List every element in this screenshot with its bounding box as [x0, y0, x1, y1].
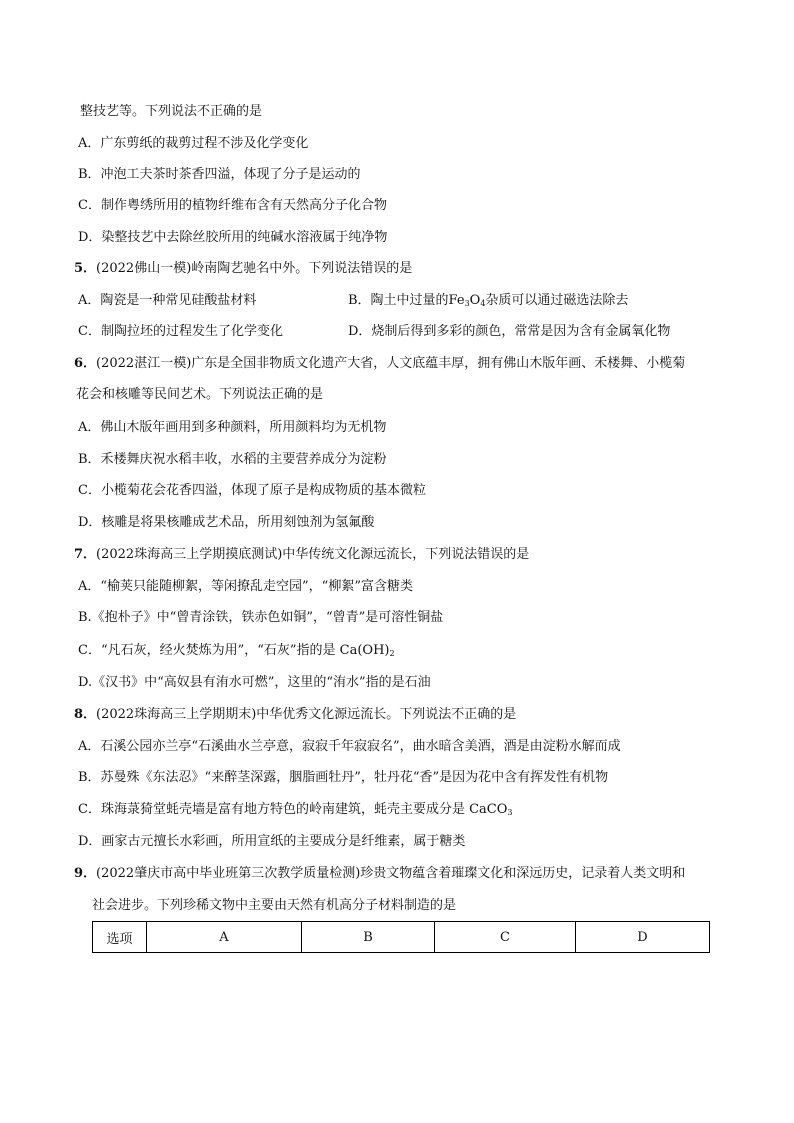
q7-option-c	[78, 641, 395, 664]
q9-stem	[74, 864, 685, 884]
q4-option-c: C．制作粤绣所用的植物纤维布含有天然高分子化合物	[78, 198, 387, 213]
q7-option-c-text: C．“凡石灰，经火焚炼为用”，“石灰”指的是 Ca(OH)	[78, 643, 390, 658]
q8-number: 8．	[74, 707, 97, 722]
q5-option-c: C．制陶拉坯的过程发生了化学变化	[78, 324, 283, 339]
q5-option-b-text: B．陶土中过量的Fe	[348, 293, 465, 308]
q6-option-a: A．佛山木版年画用到多种颜料，所用颜料均为无机物	[78, 420, 387, 435]
subscript: 4	[480, 299, 486, 308]
q8-option-d: D．画家古元擅长水彩画，所用宣纸的主要成分是纤维素，属于糖类	[78, 834, 466, 849]
q5-number: 5．	[74, 261, 97, 276]
q8-option-c-text: C．珠海菉猗堂蚝壳墙是富有地方特色的岭南建筑，蚝壳主要成分是 CaCO	[78, 802, 508, 817]
q4-option-d: D．染整技艺中去除丝胶所用的纯碱水溶液属于纯净物	[78, 230, 388, 245]
table-cell-a: A	[147, 922, 302, 953]
table-cell-b: B	[302, 922, 435, 953]
q5-option-a: A．陶瓷是一种常见硅酸盐材料	[78, 293, 257, 308]
q4-option-b: B．冲泡工夫茶时茶香四溢，体现了分子是运动的	[78, 167, 361, 182]
q5-option-b-tail: 杂质可以通过磁选法除去	[485, 293, 629, 308]
subscript: 3	[507, 808, 513, 817]
q7-number: 7．	[74, 547, 97, 562]
subscript: 3	[464, 299, 470, 308]
q6-stem	[74, 354, 685, 374]
table-row	[93, 922, 710, 953]
q7-stem-text: (2022珠海高三上学期摸底测试)中华传统文化源远流长，下列说法错误的是	[96, 547, 530, 562]
q8-option-a: A．石溪公园亦兰亭“石溪曲水兰亭意，寂寂千年寂寂名”，曲水暗含美酒，酒是由淀粉水解而成	[78, 739, 621, 754]
q9-stem-cont: 社会进步。下列珍稀文物中主要由天然有机高分子材料制造的是	[92, 898, 457, 913]
q6-stem-cont: 花会和核雕等民间艺术。下列说法正确的是	[76, 387, 324, 402]
table-header-cell: 选项	[93, 922, 147, 953]
table-cell-d: D	[576, 922, 710, 953]
q7-option-b: B.《抱朴子》中“曾青涂铁，铁赤色如铜”，“曾青”是可溶性铜盐	[78, 610, 444, 625]
q6-option-d: D．核雕是将果核雕成艺术品，所用刻蚀剂为氢氟酸	[78, 515, 375, 530]
q7-stem	[74, 545, 529, 565]
q6-stem-text: (2022湛江一模)广东是全国非物质文化遗产大省，人文底蕴丰厚，拥有佛山木版年画、禾楼舞、小榄菊	[96, 356, 686, 371]
q5-option-b	[348, 291, 628, 314]
q5-stem-text: (2022佛山一模)岭南陶艺驰名中外。下列说法错误的是	[96, 261, 413, 276]
q5-stem	[74, 259, 412, 279]
q8-option-b: B．苏曼殊《东法忍》“来醉茎深露，胭脂画牡丹”，牡丹花“香”是因为花中含有挥发性有机物	[78, 770, 609, 785]
q8-stem-text: (2022珠海高三上学期期末)中华优秀文化源远流长。下列说法不正确的是	[96, 707, 517, 722]
table-cell-c: C	[435, 922, 576, 953]
subscript: 2	[389, 649, 395, 658]
q7-option-d: D.《汉书》中“高奴县有洧水可燃”，这里的“洧水”指的是石油	[78, 675, 431, 690]
q5-option-d: D．烧制后得到多彩的颜色，常常是因为含有金属氧化物	[348, 324, 671, 339]
q8-option-c	[78, 800, 512, 823]
q6-option-c: C．小榄菊花会花香四溢，体现了原子是构成物质的基本微粒	[78, 483, 426, 498]
q8-stem	[74, 705, 516, 725]
q9-stem-text: (2022肇庆市高中毕业班第三次教学质量检测)珍贵文物蕴含着璀璨文化和深远历史，记录着人类文明和	[96, 866, 686, 881]
q6-option-b: B．禾楼舞庆祝水稻丰收，水稻的主要营养成分为淀粉	[78, 452, 387, 467]
q9-number: 9．	[74, 866, 97, 881]
q4-option-a: A．广东剪纸的裁剪过程不涉及化学变化	[78, 136, 309, 151]
q5-option-b-formula: O	[469, 293, 481, 308]
options-table	[92, 921, 710, 953]
q7-option-a: A．“榆荚只能随柳絮，等闲撩乱走空园”，“柳絮”富含糖类	[78, 579, 413, 594]
continuation-line: 整技艺等。下列说法不正确的是	[80, 104, 263, 119]
q6-number: 6．	[74, 356, 97, 371]
